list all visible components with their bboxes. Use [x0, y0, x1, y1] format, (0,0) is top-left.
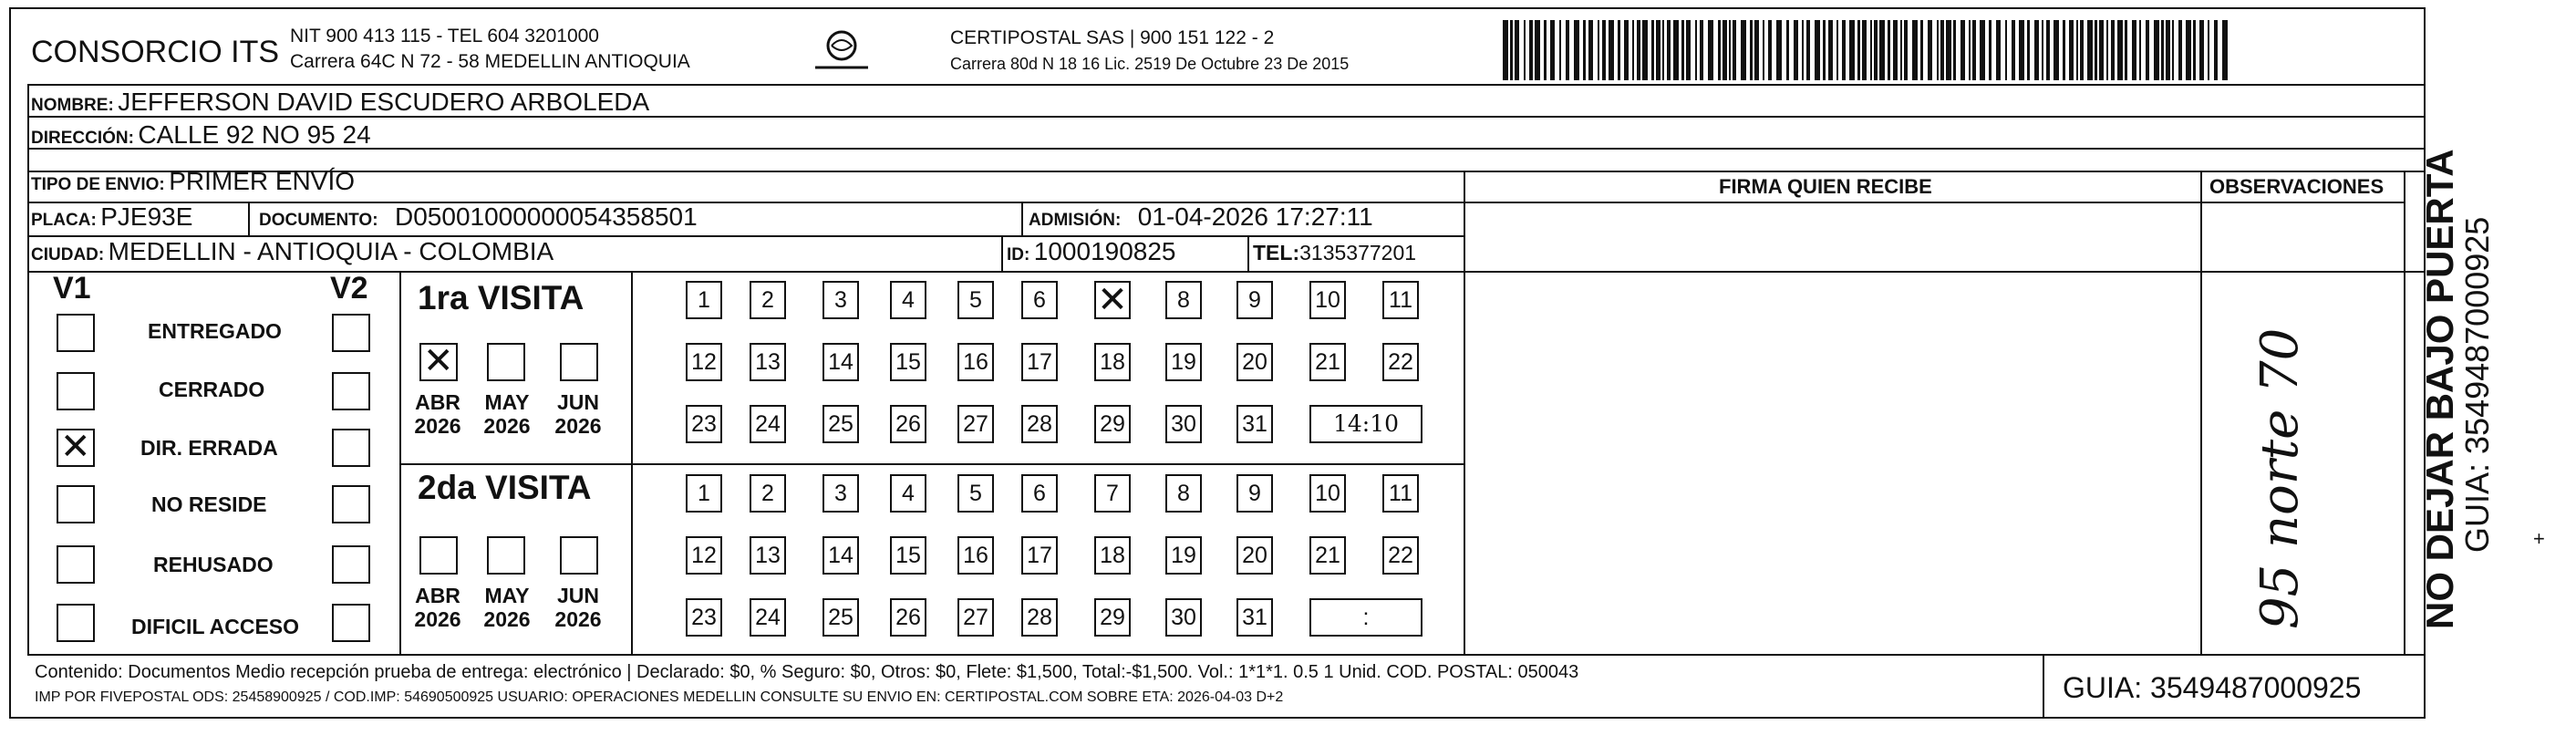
id-field [1007, 237, 1176, 266]
day-box[interactable] [1094, 281, 1131, 319]
barcode-bar [2069, 20, 2074, 80]
barcode-bar [1695, 20, 1697, 80]
tipo-value: PRIMER ENVÍO [169, 167, 356, 195]
barcode-bar [2214, 20, 2218, 80]
barcode-bar [2005, 20, 2007, 80]
day-box[interactable]: 14 [822, 536, 859, 575]
barcode-bar [1656, 20, 1660, 80]
visit-time-box[interactable]: : [1309, 598, 1422, 637]
visit-2-month-abr-label: ABR 2026 [414, 584, 461, 631]
day-box[interactable]: 28 [1021, 598, 1058, 637]
admision-field [1029, 202, 1373, 232]
day-box[interactable]: 3 [822, 281, 859, 319]
barcode-bar [1815, 20, 1820, 80]
company-name: CONSORCIO ITS [31, 35, 280, 69]
status-cerrado-label: CERRADO [159, 378, 265, 401]
day-box[interactable]: 15 [890, 536, 926, 575]
v2-dificil-acceso-checkbox[interactable] [332, 604, 370, 642]
barcode-bar [1969, 20, 1971, 80]
v1-no-reside-checkbox[interactable] [57, 485, 95, 523]
day-box[interactable]: 13 [750, 343, 786, 381]
day-box[interactable]: 8 [1165, 281, 1202, 319]
day-box[interactable]: 12 [686, 343, 722, 381]
day-box[interactable]: 11 [1382, 474, 1419, 513]
barcode-bar [2012, 20, 2015, 80]
admision-value: 01-04-2026 17:27:11 [1137, 202, 1373, 231]
barcode-bar [2019, 20, 2024, 80]
documento-field [259, 202, 698, 232]
day-box[interactable]: 26 [890, 405, 926, 443]
tel-field [1253, 241, 1416, 265]
barcode-bar [1651, 20, 1654, 80]
barcode-bar [1632, 20, 1634, 80]
status-rehusado-label: REHUSADO [153, 553, 274, 576]
barcode-bar [1708, 20, 1713, 80]
v1-entregado-checkbox[interactable] [57, 314, 95, 352]
day-box[interactable]: 27 [957, 405, 994, 443]
barcode-bar [1729, 20, 1731, 80]
certipostal-logo-icon [810, 27, 874, 75]
barcode-bar [1953, 20, 1956, 80]
tipo-row [31, 167, 355, 196]
visit-1-title: 1ra VISITA [418, 279, 585, 316]
tel-label: TEL: [1253, 241, 1300, 264]
day-box[interactable]: 23 [686, 405, 722, 443]
v1-cerrado-checkbox[interactable] [57, 372, 95, 410]
id-value: 1000190825 [1033, 237, 1176, 265]
placa-field [31, 202, 192, 232]
barcode-bar [2034, 20, 2039, 80]
day-box[interactable]: 29 [1094, 598, 1131, 637]
barcode-bar [2186, 20, 2191, 80]
day-box[interactable]: 2 [750, 474, 786, 513]
id-label: ID: [1007, 245, 1030, 264]
day-box[interactable]: 4 [890, 474, 926, 513]
day-box[interactable]: 6 [1021, 474, 1058, 513]
barcode-bar [2161, 20, 2164, 80]
day-box[interactable]: 19 [1165, 343, 1202, 381]
handwritten-note: 95 norte 70 [2250, 327, 2310, 629]
visit-1-month-abr-label: ABR 2026 [414, 390, 461, 438]
day-box[interactable]: 16 [957, 343, 994, 381]
direccion-label: DIRECCIÓN: [31, 129, 134, 148]
barcode-bar [1535, 20, 1540, 80]
barcode-bar [1842, 20, 1846, 80]
v2-label: V2 [330, 271, 368, 306]
barcode-bar [1618, 20, 1620, 80]
company-address: Carrera 64C N 72 - 58 MEDELLIN ANTIOQUIA [290, 51, 690, 72]
barcode-bar [1718, 20, 1721, 80]
documento-value: D05001000000054358501 [395, 202, 698, 231]
day-box[interactable]: 18 [1094, 536, 1131, 575]
barcode-bar [1700, 20, 1703, 80]
day-box[interactable]: 20 [1236, 536, 1273, 575]
barcode-bar [2080, 20, 2084, 80]
v2-no-reside-checkbox[interactable] [332, 485, 370, 523]
day-box[interactable]: 2 [750, 281, 786, 319]
barcode-bar [1928, 20, 1932, 80]
side-tick: + [2533, 527, 2545, 550]
barcode-bar [2063, 20, 2065, 80]
barcode-bar [1741, 20, 1746, 80]
barcode-bar [1912, 20, 1918, 80]
day-box[interactable]: 21 [1309, 536, 1346, 575]
barcode-bar [1667, 20, 1671, 80]
day-box[interactable]: 30 [1165, 405, 1202, 443]
day-box[interactable]: 17 [1021, 343, 1058, 381]
barcode-bar [2054, 20, 2059, 80]
barcode-bar [2046, 20, 2050, 80]
barcode-bar [1588, 20, 1593, 80]
day-box[interactable]: 9 [1236, 474, 1273, 513]
day-box[interactable]: 16 [957, 536, 994, 575]
barcode-bar [1920, 20, 1923, 80]
day-box[interactable]: 31 [1236, 598, 1273, 637]
barcode-bar [2087, 20, 2093, 80]
day-box[interactable]: 31 [1236, 405, 1273, 443]
barcode-bar [1980, 20, 1985, 80]
barcode-bar [1900, 20, 1902, 80]
day-box[interactable]: 18 [1094, 343, 1131, 381]
barcode-bar [2178, 20, 2182, 80]
placa-value: PJE93E [100, 202, 193, 231]
day-box[interactable]: 13 [750, 536, 786, 575]
barcode-bar [1768, 20, 1772, 80]
documento-label: DOCUMENTO: [259, 211, 378, 230]
barcode-bar [1874, 20, 1878, 80]
day-box[interactable]: 4 [890, 281, 926, 319]
certipostal-logo [810, 27, 874, 75]
side-warning: NO DEJAR BAJO PUERTA [2418, 149, 2461, 629]
barcode-bar [1786, 20, 1789, 80]
day-box[interactable]: 25 [822, 405, 859, 443]
barcode-bar [1559, 20, 1561, 80]
day-box[interactable]: 10 [1309, 474, 1346, 513]
barcode-bar [1529, 20, 1533, 80]
barcode-bar [1776, 20, 1782, 80]
barcode-bar [1870, 20, 1872, 80]
barcode-bar [2111, 20, 2115, 80]
barcode [1503, 20, 2232, 80]
day-box[interactable]: 22 [1382, 343, 1419, 381]
barcode-bar [1544, 20, 1547, 80]
barcode-bar [1598, 20, 1599, 80]
ciudad-value: MEDELLIN - ANTIOQUIA - COLOMBIA [108, 237, 554, 265]
day-box[interactable]: 19 [1165, 536, 1202, 575]
barcode-bar [1602, 20, 1606, 80]
visit-1-month-jun-checkbox[interactable] [560, 343, 598, 381]
day-box[interactable]: 12 [686, 536, 722, 575]
v2-entregado-checkbox[interactable] [332, 314, 370, 352]
barcode-bar [1960, 20, 1965, 80]
day-box[interactable]: 29 [1094, 405, 1131, 443]
footer-print-info: IMP POR FIVEPOSTAL ODS: 25458900925 / COD.IMP: 54690500925 USUARIO: OPERACIONES MEDELLIN CONSULTE SU ENVIO EN: CERTIPOSTAL.COM SOBRE ETA: 2026-04-03 D+2 [35, 689, 1284, 705]
nombre-row [31, 88, 649, 117]
day-box[interactable]: 21 [1309, 343, 1346, 381]
barcode-bar [1879, 20, 1885, 80]
visit-2-month-abr-checkbox[interactable] [419, 536, 458, 575]
v1-dificil-acceso-checkbox[interactable] [57, 604, 95, 642]
day-box[interactable]: 1 [686, 474, 722, 513]
barcode-bar [1940, 20, 1944, 80]
barcode-bar [2117, 20, 2123, 80]
nombre-value: JEFFERSON DAVID ESCUDERO ARBOLEDA [118, 88, 650, 116]
placa-label: PLACA: [31, 211, 97, 230]
barcode-bar [1583, 20, 1586, 80]
carrier-line: CERTIPOSTAL SAS | 900 151 122 - 2 [950, 27, 1275, 48]
v1-rehusado-checkbox[interactable] [57, 545, 95, 584]
barcode-bar [2193, 20, 2196, 80]
day-box[interactable]: 11 [1382, 281, 1419, 319]
barcode-bar [2222, 20, 2228, 80]
day-box[interactable]: 25 [822, 598, 859, 637]
barcode-bar [2099, 20, 2104, 80]
observaciones-label: OBSERVACIONES [2209, 175, 2385, 198]
barcode-bar [2139, 20, 2141, 80]
footer-contents: Contenido: Documentos Medio recepción prueba de entrega: electrónico | Declarado: $0, % Seguro: $0, Otros: $0, Flete: $1,500, Total:-$1,500. Vol.: 1*1*1. 0.5 1 Unid. COD. POSTAL: 050043 [35, 662, 1579, 682]
day-box[interactable]: 22 [1382, 536, 1419, 575]
barcode-bar [1806, 20, 1810, 80]
visit-1-month-abr-checkbox[interactable] [419, 343, 458, 381]
status-no-reside-label: NO RESIDE [151, 492, 267, 516]
barcode-bar [1849, 20, 1855, 80]
barcode-bar [1503, 20, 1508, 80]
day-box[interactable]: 17 [1021, 536, 1058, 575]
barcode-bar [1733, 20, 1736, 80]
barcode-bar [1828, 20, 1833, 80]
barcode-bar [1574, 20, 1579, 80]
barcode-bar [2076, 20, 2078, 80]
day-box[interactable]: 8 [1165, 474, 1202, 513]
visit-2-month-jun-label: JUN 2026 [554, 584, 602, 631]
status-dificil-acceso-label: DIFICIL ACCESO [131, 615, 300, 638]
barcode-bar [1723, 20, 1727, 80]
barcode-bar [1862, 20, 1867, 80]
v2-cerrado-checkbox[interactable] [332, 372, 370, 410]
v1-dir-errada-checkbox[interactable] [57, 429, 95, 467]
ciudad-label: CIUDAD: [31, 245, 105, 264]
status-entregado-label: ENTREGADO [148, 319, 282, 343]
barcode-bar [2166, 20, 2170, 80]
visit-1-month-may-label: MAY 2026 [483, 390, 531, 438]
barcode-bar [1642, 20, 1648, 80]
barcode-bar [1515, 20, 1519, 80]
barcode-bar [1996, 20, 2001, 80]
barcode-bar [2042, 20, 2043, 80]
barcode-bar [1686, 20, 1691, 80]
barcode-bar [1754, 20, 1759, 80]
barcode-bar [1681, 20, 1684, 80]
barcode-bar [1637, 20, 1640, 80]
day-box[interactable]: 28 [1021, 405, 1058, 443]
v1-label: V1 [53, 271, 91, 306]
barcode-bar [1794, 20, 1798, 80]
visit-2-month-jun-checkbox[interactable] [560, 536, 598, 575]
day-box[interactable]: 9 [1236, 281, 1273, 319]
day-box[interactable]: 15 [890, 343, 926, 381]
day-box[interactable]: 7 [1094, 474, 1131, 513]
day-box[interactable]: 6 [1021, 281, 1058, 319]
visit-2-month-may-label: MAY 2026 [483, 584, 531, 631]
company-nit: NIT 900 413 115 - TEL 604 3201000 [290, 26, 599, 47]
day-box[interactable]: 1 [686, 281, 722, 319]
barcode-bar [1937, 20, 1939, 80]
barcode-bar [1609, 20, 1614, 80]
barcode-bar [2095, 20, 2097, 80]
barcode-bar [2125, 20, 2127, 80]
barcode-bar [2132, 20, 2136, 80]
barcode-bar [2106, 20, 2108, 80]
visit-2-month-may-checkbox[interactable] [487, 536, 525, 575]
barcode-bar [1823, 20, 1826, 80]
day-box[interactable]: 24 [750, 598, 786, 637]
barcode-bar [1566, 20, 1569, 80]
direccion-value: CALLE 92 NO 95 24 [138, 120, 371, 149]
tipo-label: TIPO DE ENVIO: [31, 175, 165, 194]
visit-1-month-jun-label: JUN 2026 [554, 390, 602, 438]
barcode-bar [1524, 20, 1526, 80]
day-box[interactable]: 23 [686, 598, 722, 637]
barcode-bar [1510, 20, 1513, 80]
barcode-bar [1624, 20, 1629, 80]
day-box[interactable]: 5 [957, 474, 994, 513]
barcode-bar [1904, 20, 1908, 80]
visit-1-month-may-checkbox[interactable] [487, 343, 525, 381]
day-box[interactable]: 14 [822, 343, 859, 381]
nombre-label: NOMBRE: [31, 96, 114, 115]
barcode-bar [1550, 20, 1555, 80]
side-guia: GUIA: 3549487000925 [2458, 216, 2496, 553]
barcode-bar [1836, 20, 1838, 80]
day-box[interactable]: 20 [1236, 343, 1273, 381]
v2-dir-errada-checkbox[interactable] [332, 429, 370, 467]
header-divider [27, 84, 2426, 86]
barcode-bar [2027, 20, 2030, 80]
barcode-bar [1750, 20, 1753, 80]
status-dir-errada-label: DIR. ERRADA [140, 436, 278, 460]
barcode-bar [2208, 20, 2209, 80]
footer-guia: GUIA: 3549487000925 [2063, 671, 2362, 704]
day-box[interactable]: 5 [957, 281, 994, 319]
barcode-bar [1972, 20, 1976, 80]
barcode-bar [2146, 20, 2149, 80]
barcode-bar [2199, 20, 2204, 80]
firma-label: FIRMA QUIEN RECIBE [1719, 175, 1932, 198]
v2-rehusado-checkbox[interactable] [332, 545, 370, 584]
day-box[interactable]: 26 [890, 598, 926, 637]
barcode-bar [1802, 20, 1804, 80]
day-box[interactable]: 30 [1165, 598, 1202, 637]
barcode-bar [1989, 20, 1991, 80]
day-box[interactable]: 10 [1309, 281, 1346, 319]
tel-value: 3135377201 [1299, 241, 1417, 264]
day-box[interactable]: 3 [822, 474, 859, 513]
direccion-row [31, 120, 371, 150]
barcode-bar [1946, 20, 1951, 80]
ciudad-field [31, 237, 553, 266]
barcode-bar [1893, 20, 1898, 80]
barcode-bar [1673, 20, 1679, 80]
visit-time-box[interactable]: 14:10 [1309, 405, 1422, 443]
carrier-address: Carrera 80d N 18 16 Lic. 2519 De Octubre 23 De 2015 [950, 55, 1350, 73]
barcode-bar [1888, 20, 1890, 80]
day-box[interactable]: 24 [750, 405, 786, 443]
barcode-bar [2154, 20, 2159, 80]
barcode-bar [2172, 20, 2174, 80]
admision-label: ADMISIÓN: [1029, 211, 1122, 230]
barcode-bar [1662, 20, 1664, 80]
day-box[interactable]: 27 [957, 598, 994, 637]
barcode-bar [1763, 20, 1764, 80]
barcode-bar [1857, 20, 1860, 80]
visit-2-title: 2da VISITA [418, 469, 592, 506]
